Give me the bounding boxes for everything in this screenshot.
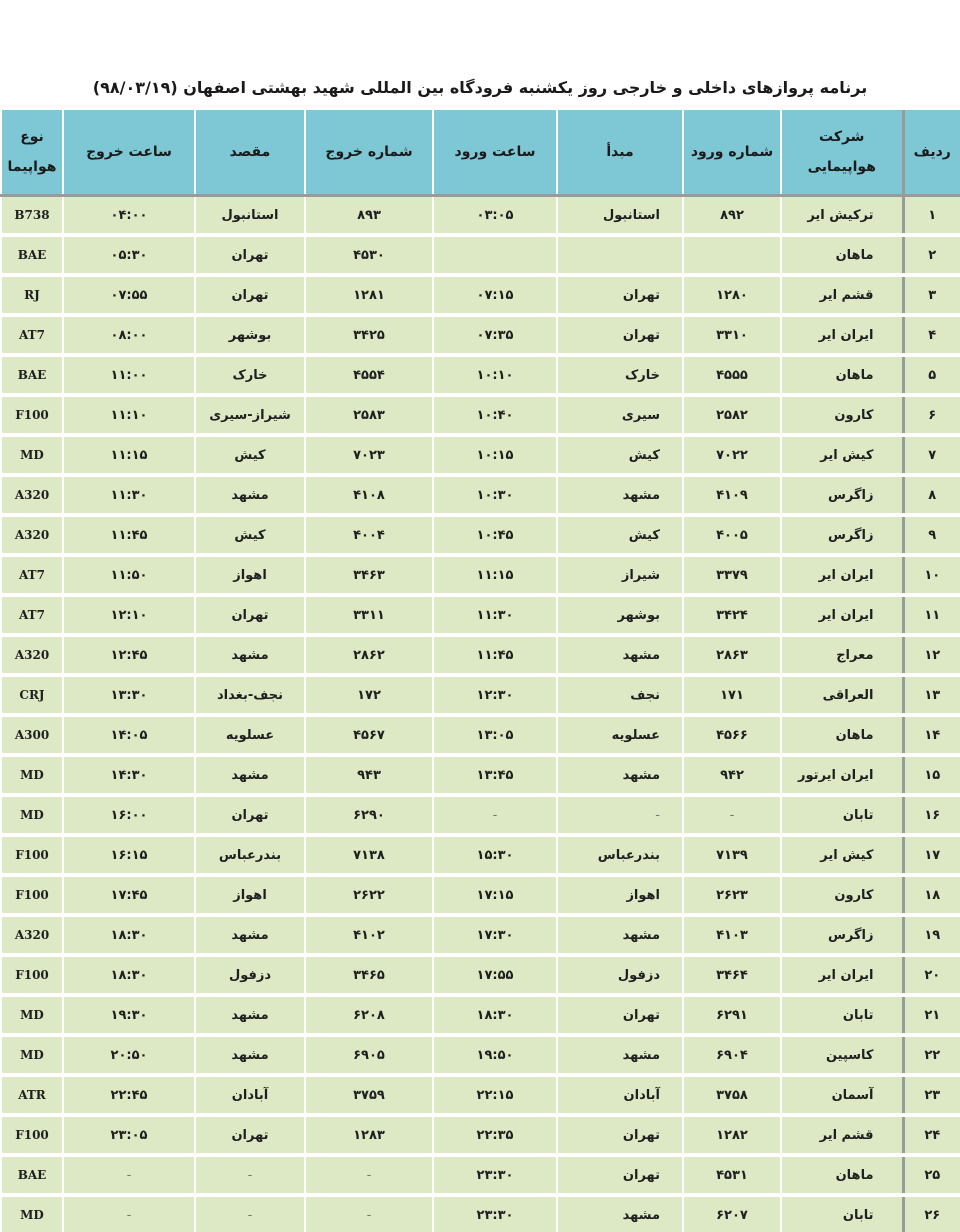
cell-airline: ایران ایر <box>781 315 903 355</box>
cell-departure-flight: ۲۵۸۳ <box>305 395 433 435</box>
table-row <box>1 475 960 515</box>
cell-departure-flight: ۷۱۳۸ <box>305 835 433 875</box>
cell-airline: ماهان <box>781 355 903 395</box>
cell-destination: تهران <box>195 275 305 315</box>
cell-arrival-flight: ۴۱۰۹ <box>683 475 781 515</box>
cell-departure-time: ۱۹:۳۰ <box>63 995 195 1035</box>
cell-departure-time: ۱۳:۳۰ <box>63 675 195 715</box>
cell-departure-flight: ۶۲۹۰ <box>305 795 433 835</box>
cell-destination: نجف-بغداد <box>195 675 305 715</box>
cell-airline: ماهان <box>781 715 903 755</box>
cell-airline: ایران ایر <box>781 955 903 995</box>
cell-origin: مشهد <box>557 915 683 955</box>
cell-departure-time: ۰۷:۵۵ <box>63 275 195 315</box>
cell-departure-flight: ۱۲۸۱ <box>305 275 433 315</box>
cell-departure-flight: ۲۶۲۲ <box>305 875 433 915</box>
page-title: برنامه پروازهای داخلی و خارجی روز یکشنبه فرودگاه بین المللی شهید بهشتی اصفهان (۹۸/۰۳/۱۹) <box>92 78 868 97</box>
cell-destination: بوشهر <box>195 315 305 355</box>
cell-airline: کیش ایر <box>781 435 903 475</box>
cell-arrival-time: ۰۷:۳۵ <box>433 315 557 355</box>
cell-departure-time: ۱۶:۰۰ <box>63 795 195 835</box>
cell-arrival-time: ۱۱:۳۰ <box>433 595 557 635</box>
cell-row-number: ۱۰ <box>903 555 960 595</box>
cell-row-number: ۲۶ <box>903 1195 960 1232</box>
cell-row-number: ۴ <box>903 315 960 355</box>
cell-departure-flight: ۴۱۰۸ <box>305 475 433 515</box>
cell-origin: مشهد <box>557 1035 683 1075</box>
cell-airline: زاگرس <box>781 915 903 955</box>
cell-aircraft: ATR <box>1 1075 63 1115</box>
cell-aircraft: CRJ <box>1 675 63 715</box>
cell-arrival-time: - <box>433 795 557 835</box>
cell-row-number: ۱۴ <box>903 715 960 755</box>
cell-arrival-flight: ۸۹۲ <box>683 196 781 236</box>
cell-row-number: ۲ <box>903 235 960 275</box>
table-row <box>1 1035 960 1075</box>
cell-destination: تهران <box>195 595 305 635</box>
cell-departure-time: ۱۲:۱۰ <box>63 595 195 635</box>
cell-row-number: ۱۱ <box>903 595 960 635</box>
cell-destination: کیش <box>195 515 305 555</box>
cell-row-number: ۹ <box>903 515 960 555</box>
cell-destination: مشهد <box>195 1035 305 1075</box>
cell-destination: مشهد <box>195 475 305 515</box>
cell-aircraft: MD <box>1 1195 63 1232</box>
header-arrival-flight: شماره ورود <box>683 110 781 196</box>
cell-origin: تهران <box>557 275 683 315</box>
cell-departure-time: - <box>63 1195 195 1232</box>
table-row <box>1 955 960 995</box>
cell-departure-flight: - <box>305 1195 433 1232</box>
cell-aircraft: AT7 <box>1 315 63 355</box>
cell-airline: زاگرس <box>781 475 903 515</box>
cell-airline: کاسپین <box>781 1035 903 1075</box>
cell-arrival-flight: ۹۴۲ <box>683 755 781 795</box>
cell-arrival-time: ۱۱:۴۵ <box>433 635 557 675</box>
cell-destination: مشهد <box>195 915 305 955</box>
cell-arrival-time: ۱۷:۱۵ <box>433 875 557 915</box>
cell-arrival-flight: ۲۵۸۲ <box>683 395 781 435</box>
cell-row-number: ۸ <box>903 475 960 515</box>
cell-airline: تابان <box>781 795 903 835</box>
cell-airline: ماهان <box>781 1155 903 1195</box>
cell-airline: آسمان <box>781 1075 903 1115</box>
cell-destination: دزفول <box>195 955 305 995</box>
cell-airline: قشم ایر <box>781 1115 903 1155</box>
cell-arrival-time: ۱۲:۳۰ <box>433 675 557 715</box>
cell-departure-time: ۱۴:۰۵ <box>63 715 195 755</box>
cell-arrival-flight: ۶۹۰۴ <box>683 1035 781 1075</box>
cell-departure-flight: ۴۵۳۰ <box>305 235 433 275</box>
table-row <box>1 1115 960 1155</box>
cell-aircraft: A320 <box>1 475 63 515</box>
cell-arrival-flight: ۱۲۸۰ <box>683 275 781 315</box>
cell-arrival-time: ۱۰:۱۵ <box>433 435 557 475</box>
table-row <box>1 1075 960 1115</box>
cell-departure-time: ۰۸:۰۰ <box>63 315 195 355</box>
cell-airline: کارون <box>781 875 903 915</box>
cell-departure-flight: ۴۱۰۲ <box>305 915 433 955</box>
cell-arrival-time: ۱۷:۳۰ <box>433 915 557 955</box>
table-row <box>1 1195 960 1232</box>
cell-arrival-time: ۲۳:۳۰ <box>433 1155 557 1195</box>
cell-arrival-flight: ۷۰۲۲ <box>683 435 781 475</box>
cell-departure-time: ۱۶:۱۵ <box>63 835 195 875</box>
cell-departure-time: ۰۵:۳۰ <box>63 235 195 275</box>
cell-row-number: ۲۴ <box>903 1115 960 1155</box>
cell-airline: کارون <box>781 395 903 435</box>
cell-row-number: ۲۱ <box>903 995 960 1035</box>
cell-airline: ترکیش ایر <box>781 196 903 236</box>
cell-row-number: ۱۵ <box>903 755 960 795</box>
cell-arrival-time <box>433 235 557 275</box>
table-row <box>1 275 960 315</box>
header-airline: شرکت هواپیمایی <box>781 110 903 196</box>
cell-origin: تهران <box>557 1155 683 1195</box>
cell-airline: کیش ایر <box>781 835 903 875</box>
cell-departure-flight: ۶۹۰۵ <box>305 1035 433 1075</box>
cell-airline: زاگرس <box>781 515 903 555</box>
cell-aircraft: A320 <box>1 515 63 555</box>
cell-arrival-time: ۱۱:۱۵ <box>433 555 557 595</box>
cell-destination: تهران <box>195 1115 305 1155</box>
cell-origin: عسلویه <box>557 715 683 755</box>
cell-arrival-flight: ۴۵۳۱ <box>683 1155 781 1195</box>
cell-origin: - <box>557 795 683 835</box>
cell-departure-flight: ۴۵۵۴ <box>305 355 433 395</box>
cell-destination: - <box>195 1195 305 1232</box>
cell-arrival-time: ۱۸:۳۰ <box>433 995 557 1035</box>
header-arrival-time: ساعت ورود <box>433 110 557 196</box>
cell-aircraft: MD <box>1 795 63 835</box>
cell-departure-time: ۱۲:۴۵ <box>63 635 195 675</box>
cell-row-number: ۱۶ <box>903 795 960 835</box>
cell-arrival-flight: ۴۰۰۵ <box>683 515 781 555</box>
cell-aircraft: B738 <box>1 196 63 236</box>
table-row <box>1 235 960 275</box>
cell-departure-time: ۱۱:۱۵ <box>63 435 195 475</box>
cell-row-number: ۵ <box>903 355 960 395</box>
cell-departure-time: ۱۴:۳۰ <box>63 755 195 795</box>
cell-arrival-flight: ۳۳۱۰ <box>683 315 781 355</box>
cell-aircraft: A320 <box>1 635 63 675</box>
cell-aircraft: F100 <box>1 955 63 995</box>
header-origin: مبدأ <box>557 110 683 196</box>
cell-airline: ماهان <box>781 235 903 275</box>
cell-departure-flight: ۲۸۶۲ <box>305 635 433 675</box>
cell-aircraft: MD <box>1 435 63 475</box>
cell-origin: نجف <box>557 675 683 715</box>
cell-arrival-time: ۱۰:۳۰ <box>433 475 557 515</box>
table-row <box>1 915 960 955</box>
cell-destination: تهران <box>195 235 305 275</box>
cell-destination: مشهد <box>195 995 305 1035</box>
cell-origin: دزفول <box>557 955 683 995</box>
table-body <box>1 196 960 1232</box>
cell-aircraft: AT7 <box>1 595 63 635</box>
cell-departure-flight: ۹۴۳ <box>305 755 433 795</box>
table-row <box>1 395 960 435</box>
cell-arrival-flight: ۴۵۶۶ <box>683 715 781 755</box>
cell-origin: بوشهر <box>557 595 683 635</box>
cell-airline: قشم ایر <box>781 275 903 315</box>
cell-destination: مشهد <box>195 635 305 675</box>
cell-departure-flight: ۱۷۲ <box>305 675 433 715</box>
cell-departure-time: ۱۱:۰۰ <box>63 355 195 395</box>
flight-schedule-table <box>0 110 960 1232</box>
cell-arrival-flight: ۴۱۰۳ <box>683 915 781 955</box>
table-row <box>1 715 960 755</box>
cell-origin: بندرعباس <box>557 835 683 875</box>
cell-origin: تهران <box>557 995 683 1035</box>
cell-aircraft: F100 <box>1 1115 63 1155</box>
cell-departure-time: ۱۷:۴۵ <box>63 875 195 915</box>
header-destination: مقصد <box>195 110 305 196</box>
cell-row-number: ۱۷ <box>903 835 960 875</box>
cell-origin: کیش <box>557 515 683 555</box>
cell-arrival-time: ۱۹:۵۰ <box>433 1035 557 1075</box>
header-row-number: ردیف <box>903 110 960 196</box>
cell-origin: تهران <box>557 1115 683 1155</box>
table-row <box>1 995 960 1035</box>
cell-departure-flight: ۱۲۸۳ <box>305 1115 433 1155</box>
cell-row-number: ۶ <box>903 395 960 435</box>
table-row <box>1 555 960 595</box>
cell-arrival-flight: ۷۱۳۹ <box>683 835 781 875</box>
cell-arrival-flight: ۲۸۶۳ <box>683 635 781 675</box>
cell-destination: عسلویه <box>195 715 305 755</box>
cell-origin <box>557 235 683 275</box>
header-departure-time: ساعت خروج <box>63 110 195 196</box>
header-aircraft: نوع هواپیما <box>1 110 63 196</box>
cell-airline: العراقی <box>781 675 903 715</box>
cell-aircraft: A300 <box>1 715 63 755</box>
cell-arrival-time: ۲۳:۳۰ <box>433 1195 557 1232</box>
cell-departure-time: ۱۱:۵۰ <box>63 555 195 595</box>
cell-origin: آبادان <box>557 1075 683 1115</box>
cell-departure-flight: ۷۰۲۳ <box>305 435 433 475</box>
cell-aircraft: MD <box>1 755 63 795</box>
cell-arrival-flight: ۳۳۷۹ <box>683 555 781 595</box>
cell-aircraft: F100 <box>1 835 63 875</box>
cell-origin: استانبول <box>557 196 683 236</box>
cell-aircraft: BAE <box>1 1155 63 1195</box>
table-row <box>1 675 960 715</box>
cell-destination: خارک <box>195 355 305 395</box>
table-header-row <box>1 110 960 196</box>
cell-row-number: ۲۰ <box>903 955 960 995</box>
cell-arrival-time: ۱۳:۴۵ <box>433 755 557 795</box>
cell-arrival-time: ۰۳:۰۵ <box>433 196 557 236</box>
cell-arrival-time: ۱۷:۵۵ <box>433 955 557 995</box>
cell-aircraft: A320 <box>1 915 63 955</box>
cell-origin: مشهد <box>557 755 683 795</box>
cell-departure-flight: ۳۴۶۳ <box>305 555 433 595</box>
cell-departure-flight: ۸۹۳ <box>305 196 433 236</box>
cell-arrival-flight <box>683 235 781 275</box>
cell-arrival-time: ۰۷:۱۵ <box>433 275 557 315</box>
cell-aircraft: F100 <box>1 395 63 435</box>
cell-airline: ایران ایرتور <box>781 755 903 795</box>
table-row <box>1 595 960 635</box>
table-row <box>1 315 960 355</box>
cell-departure-flight: ۴۵۶۷ <box>305 715 433 755</box>
cell-airline: ایران ایر <box>781 595 903 635</box>
cell-arrival-time: ۱۳:۰۵ <box>433 715 557 755</box>
cell-departure-flight: ۳۴۶۵ <box>305 955 433 995</box>
cell-arrival-flight: ۱۲۸۲ <box>683 1115 781 1155</box>
cell-aircraft: MD <box>1 1035 63 1075</box>
table-row <box>1 755 960 795</box>
cell-row-number: ۳ <box>903 275 960 315</box>
cell-airline: ایران ایر <box>781 555 903 595</box>
cell-destination: آبادان <box>195 1075 305 1115</box>
cell-departure-time: ۲۲:۴۵ <box>63 1075 195 1115</box>
cell-departure-time: ۱۱:۱۰ <box>63 395 195 435</box>
cell-arrival-time: ۱۰:۱۰ <box>433 355 557 395</box>
cell-arrival-flight: ۳۴۶۴ <box>683 955 781 995</box>
cell-row-number: ۲۳ <box>903 1075 960 1115</box>
cell-departure-flight: ۴۰۰۴ <box>305 515 433 555</box>
cell-row-number: ۱۹ <box>903 915 960 955</box>
cell-row-number: ۲۲ <box>903 1035 960 1075</box>
cell-aircraft: AT7 <box>1 555 63 595</box>
cell-row-number: ۱۲ <box>903 635 960 675</box>
cell-row-number: ۲۵ <box>903 1155 960 1195</box>
cell-arrival-flight: ۶۲۰۷ <box>683 1195 781 1232</box>
cell-destination: مشهد <box>195 755 305 795</box>
cell-destination: بندرعباس <box>195 835 305 875</box>
cell-destination: اهواز <box>195 555 305 595</box>
cell-arrival-flight: ۴۵۵۵ <box>683 355 781 395</box>
table-row <box>1 515 960 555</box>
cell-row-number: ۱۸ <box>903 875 960 915</box>
cell-arrival-time: ۲۲:۱۵ <box>433 1075 557 1115</box>
cell-airline: تابان <box>781 1195 903 1232</box>
cell-airline: معراج <box>781 635 903 675</box>
cell-origin: کیش <box>557 435 683 475</box>
cell-arrival-flight: ۶۲۹۱ <box>683 995 781 1035</box>
table-row <box>1 196 960 236</box>
cell-arrival-flight: ۳۴۲۴ <box>683 595 781 635</box>
cell-aircraft: BAE <box>1 235 63 275</box>
cell-departure-flight: ۳۴۲۵ <box>305 315 433 355</box>
cell-arrival-flight: ۳۷۵۸ <box>683 1075 781 1115</box>
cell-aircraft: RJ <box>1 275 63 315</box>
cell-departure-flight: ۳۷۵۹ <box>305 1075 433 1115</box>
cell-arrival-time: ۱۵:۳۰ <box>433 835 557 875</box>
cell-arrival-flight: - <box>683 795 781 835</box>
cell-destination: تهران <box>195 795 305 835</box>
cell-row-number: ۱ <box>903 196 960 236</box>
cell-aircraft: MD <box>1 995 63 1035</box>
table-row <box>1 1155 960 1195</box>
table-row <box>1 355 960 395</box>
cell-destination: شیراز-سیری <box>195 395 305 435</box>
cell-departure-flight: - <box>305 1155 433 1195</box>
table-row <box>1 635 960 675</box>
cell-origin: تهران <box>557 315 683 355</box>
cell-origin: خارک <box>557 355 683 395</box>
cell-destination: کیش <box>195 435 305 475</box>
cell-destination: - <box>195 1155 305 1195</box>
cell-destination: اهواز <box>195 875 305 915</box>
cell-row-number: ۱۳ <box>903 675 960 715</box>
cell-arrival-flight: ۲۶۲۳ <box>683 875 781 915</box>
cell-departure-time: ۲۳:۰۵ <box>63 1115 195 1155</box>
cell-arrival-time: ۲۲:۳۵ <box>433 1115 557 1155</box>
cell-origin: مشهد <box>557 475 683 515</box>
cell-aircraft: BAE <box>1 355 63 395</box>
cell-departure-flight: ۳۳۱۱ <box>305 595 433 635</box>
cell-origin: مشهد <box>557 635 683 675</box>
table-row <box>1 435 960 475</box>
cell-departure-time: ۱۸:۳۰ <box>63 915 195 955</box>
cell-origin: سیری <box>557 395 683 435</box>
header-departure-flight: شماره خروج <box>305 110 433 196</box>
cell-destination: استانبول <box>195 196 305 236</box>
cell-airline: تابان <box>781 995 903 1035</box>
cell-departure-time: ۱۸:۳۰ <box>63 955 195 995</box>
table-row <box>1 795 960 835</box>
cell-arrival-time: ۱۰:۴۰ <box>433 395 557 435</box>
table-row <box>1 835 960 875</box>
table-row <box>1 875 960 915</box>
cell-arrival-time: ۱۰:۴۵ <box>433 515 557 555</box>
cell-departure-time: ۱۱:۴۵ <box>63 515 195 555</box>
cell-departure-time: - <box>63 1155 195 1195</box>
cell-origin: شیراز <box>557 555 683 595</box>
cell-departure-time: ۱۱:۳۰ <box>63 475 195 515</box>
cell-arrival-flight: ۱۷۱ <box>683 675 781 715</box>
cell-departure-time: ۰۴:۰۰ <box>63 196 195 236</box>
cell-row-number: ۷ <box>903 435 960 475</box>
cell-origin: مشهد <box>557 1195 683 1232</box>
cell-departure-flight: ۶۲۰۸ <box>305 995 433 1035</box>
cell-departure-time: ۲۰:۵۰ <box>63 1035 195 1075</box>
cell-origin: اهواز <box>557 875 683 915</box>
cell-aircraft: F100 <box>1 875 63 915</box>
